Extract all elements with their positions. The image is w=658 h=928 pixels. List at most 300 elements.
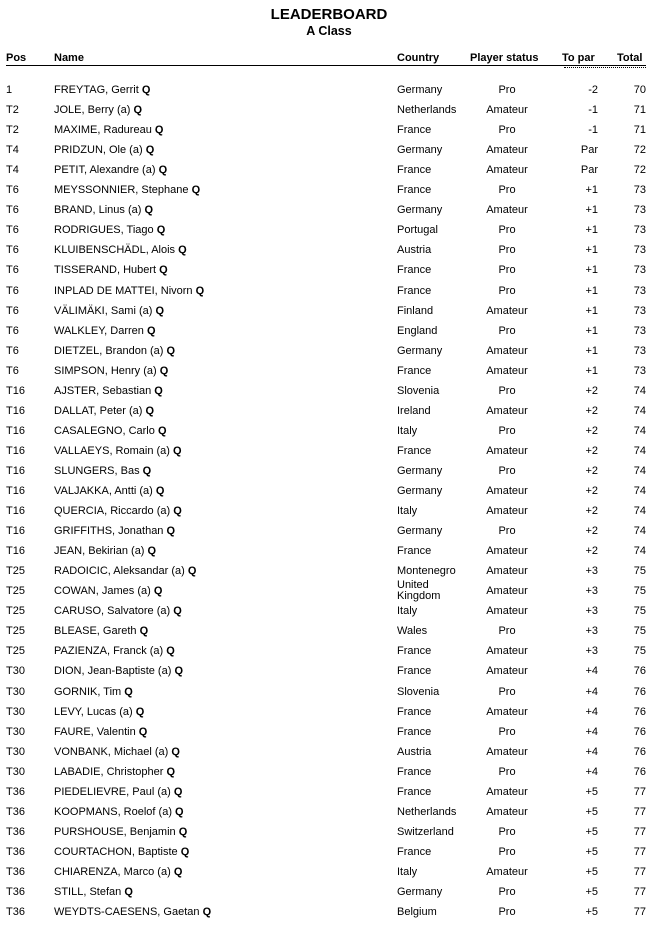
- position-cell: T30: [6, 765, 25, 778]
- player-name: VALLAEYS, Romain (a): [54, 444, 170, 457]
- player-status-cell: Amateur: [486, 785, 528, 798]
- player-name: STILL, Stefan: [54, 886, 122, 898]
- to-par-cell: Par: [580, 164, 598, 177]
- country-cell: Austria: [397, 745, 432, 758]
- to-par-cell: +4: [585, 725, 598, 738]
- qualified-marker: Q: [187, 565, 197, 578]
- name-cell: [54, 461, 151, 481]
- name-cell: [54, 521, 175, 541]
- player-name: VONBANK, Michael (a): [54, 745, 169, 758]
- table-row: [0, 240, 658, 260]
- player-name: COWAN, James (a): [54, 585, 151, 598]
- table-row: [0, 822, 658, 842]
- position-cell: T36: [6, 805, 25, 818]
- player-status-cell: Amateur: [486, 164, 528, 177]
- player-status-cell: Amateur: [486, 645, 528, 658]
- to-par-cell: +5: [585, 845, 598, 858]
- total-cell: 76: [633, 705, 646, 718]
- to-par-cell: +2: [585, 545, 598, 558]
- qualified-marker: Q: [155, 304, 165, 317]
- player-status-cell: Pro: [498, 424, 516, 437]
- total-cell: 77: [633, 886, 646, 898]
- to-par-cell: +5: [585, 805, 598, 818]
- country-cell: Italy: [397, 505, 418, 518]
- country-cell: France: [397, 124, 432, 137]
- table-row: [0, 802, 658, 822]
- qualified-marker: Q: [173, 605, 182, 618]
- column-header-player-status: Player status: [470, 52, 539, 64]
- qualified-marker: Q: [171, 745, 180, 758]
- qualified-marker: Q: [147, 545, 157, 558]
- name-cell: [54, 80, 150, 100]
- player-status-cell: Amateur: [486, 344, 528, 357]
- player-name: BRAND, Linus (a): [54, 204, 142, 217]
- to-par-cell: +1: [585, 344, 598, 357]
- page-subtitle: A Class: [306, 24, 352, 38]
- table-row: [0, 762, 658, 782]
- name-cell: [54, 501, 182, 521]
- total-cell: 77: [633, 906, 646, 919]
- country-cell: Germany: [397, 886, 443, 898]
- total-cell: 77: [633, 865, 646, 878]
- column-header-country: Country: [397, 52, 440, 64]
- player-name: LEVY, Lucas (a): [54, 705, 133, 718]
- to-par-cell: +5: [585, 906, 598, 919]
- total-cell: 73: [633, 304, 646, 317]
- table-row: [0, 421, 658, 441]
- qualified-marker: Q: [153, 585, 163, 598]
- name-cell: [54, 842, 189, 862]
- qualified-marker: Q: [178, 825, 188, 838]
- table-row: [0, 782, 658, 802]
- player-status-cell: Pro: [498, 384, 516, 397]
- table-row: [0, 882, 658, 902]
- qualified-marker: Q: [180, 845, 190, 858]
- player-status-cell: Amateur: [486, 865, 528, 878]
- player-status-cell: Pro: [498, 124, 516, 137]
- qualified-marker: Q: [166, 525, 176, 538]
- player-status-cell: Pro: [498, 625, 516, 638]
- qualified-marker: Q: [124, 886, 133, 898]
- to-par-cell: +1: [585, 244, 598, 257]
- player-status-cell: Amateur: [486, 444, 528, 457]
- player-status-cell: Pro: [498, 765, 516, 778]
- qualified-marker: Q: [178, 244, 187, 257]
- to-par-cell: +4: [585, 665, 598, 678]
- player-name: GRIFFITHS, Jonathan: [54, 525, 164, 538]
- table-row: [0, 180, 658, 200]
- table-row: [0, 100, 658, 120]
- table-row: [0, 501, 658, 521]
- name-cell: [54, 120, 163, 140]
- player-name: JEAN, Bekirian (a): [54, 545, 145, 558]
- position-cell: T6: [6, 304, 19, 317]
- player-name: PIEDELIEVRE, Paul (a): [54, 785, 171, 798]
- player-name: GORNIK, Tim: [54, 685, 122, 698]
- player-name: FREYTAG, Gerrit: [54, 84, 139, 96]
- country-cell: France: [397, 665, 432, 678]
- qualified-marker: Q: [159, 264, 168, 277]
- to-par-cell: +2: [585, 384, 598, 397]
- qualified-marker: Q: [159, 364, 169, 377]
- player-status-cell: Amateur: [486, 144, 528, 157]
- player-status-cell: Amateur: [486, 404, 528, 417]
- total-cell: 74: [633, 444, 646, 457]
- qualified-marker: Q: [135, 705, 145, 718]
- to-par-cell: +1: [585, 364, 598, 377]
- country-cell: France: [397, 184, 432, 197]
- to-par-cell: Par: [580, 144, 598, 157]
- name-cell: [54, 140, 154, 160]
- name-cell: [54, 722, 147, 742]
- country-cell: Slovenia: [397, 685, 440, 698]
- name-cell: [54, 702, 144, 722]
- player-name: CARUSO, Salvatore (a): [54, 605, 171, 618]
- to-par-cell: +4: [585, 685, 598, 698]
- total-cell: 74: [633, 485, 646, 497]
- player-status-cell: Amateur: [486, 104, 528, 117]
- player-status-cell: Pro: [498, 224, 516, 237]
- total-cell: 73: [633, 324, 646, 337]
- player-name: WEYDTS-CAESENS, Gaetan: [54, 906, 200, 919]
- position-cell: T30: [6, 725, 25, 738]
- table-row: [0, 601, 658, 621]
- position-cell: T36: [6, 906, 25, 919]
- qualified-marker: Q: [166, 765, 176, 778]
- position-cell: T16: [6, 485, 25, 497]
- name-cell: [54, 281, 204, 301]
- country-cell: France: [397, 264, 432, 277]
- total-cell: 74: [633, 545, 646, 558]
- total-cell: 74: [633, 384, 646, 397]
- name-cell: [54, 180, 200, 200]
- position-cell: T6: [6, 204, 19, 217]
- qualified-marker: Q: [173, 444, 182, 457]
- to-par-cell: +4: [585, 745, 598, 758]
- country-cell: France: [397, 765, 432, 778]
- country-cell: France: [397, 545, 432, 558]
- name-cell: [54, 862, 182, 882]
- position-cell: T30: [6, 745, 25, 758]
- table-row: [0, 140, 658, 160]
- player-name: DIETZEL, Brandon (a): [54, 344, 164, 357]
- name-cell: [54, 421, 167, 441]
- position-cell: T36: [6, 785, 25, 798]
- position-cell: T6: [6, 284, 19, 297]
- player-name: COURTACHON, Baptiste: [54, 845, 178, 858]
- table-row: [0, 621, 658, 641]
- total-cell: 72: [633, 144, 646, 157]
- total-cell: 76: [633, 765, 646, 778]
- table-row: [0, 160, 658, 180]
- qualified-marker: Q: [141, 84, 151, 96]
- player-status-cell: Amateur: [486, 585, 528, 598]
- country-cell: France: [397, 164, 432, 177]
- to-par-cell: +5: [585, 825, 598, 838]
- name-cell: [54, 441, 182, 461]
- player-name: CHIARENZA, Marco (a): [54, 865, 171, 878]
- qualified-marker: Q: [175, 805, 184, 818]
- name-cell: [54, 361, 168, 381]
- qualified-marker: Q: [154, 384, 163, 397]
- page-title: LEADERBOARD: [270, 6, 388, 23]
- total-cell: 75: [633, 585, 646, 598]
- to-par-cell: +3: [585, 605, 598, 618]
- player-name: QUERCIA, Riccardo (a): [54, 505, 171, 518]
- table-row: [0, 661, 658, 681]
- to-par-cell: +5: [585, 865, 598, 878]
- to-par-cell: +3: [585, 645, 598, 658]
- total-cell: 74: [633, 505, 646, 518]
- country-cell: France: [397, 705, 432, 718]
- player-status-cell: Amateur: [486, 745, 528, 758]
- total-cell: 76: [633, 745, 646, 758]
- total-cell: 76: [633, 725, 646, 738]
- name-cell: [54, 381, 163, 401]
- table-row: [0, 361, 658, 381]
- player-name: SLUNGERS, Bas: [54, 464, 140, 477]
- table-row: [0, 301, 658, 321]
- player-status-cell: Pro: [498, 525, 516, 538]
- player-status-cell: Pro: [498, 464, 516, 477]
- table-row: [0, 581, 658, 601]
- to-par-cell: +1: [585, 304, 598, 317]
- table-row: [0, 902, 658, 922]
- country-cell: Italy: [397, 424, 418, 437]
- name-cell: [54, 902, 211, 922]
- position-cell: T36: [6, 886, 25, 898]
- position-cell: T6: [6, 344, 19, 357]
- total-cell: 70: [633, 84, 646, 96]
- name-cell: [54, 160, 167, 180]
- qualified-marker: Q: [158, 164, 168, 177]
- country-cell: France: [397, 725, 432, 738]
- player-name: FAURE, Valentin: [54, 725, 136, 738]
- position-cell: T25: [6, 585, 25, 598]
- qualified-marker: Q: [145, 144, 155, 157]
- total-cell: 74: [633, 404, 646, 417]
- column-header-name: Name: [54, 52, 84, 64]
- total-cell: 75: [633, 625, 646, 638]
- qualified-marker: Q: [173, 505, 182, 518]
- name-cell: [54, 260, 168, 280]
- country-cell: Germany: [397, 525, 443, 538]
- name-cell: [54, 802, 184, 822]
- country-cell: France: [397, 364, 432, 377]
- name-cell: [54, 481, 164, 501]
- player-status-cell: Pro: [498, 725, 516, 738]
- table-row: [0, 641, 658, 661]
- player-name: MAXIME, Radureau: [54, 124, 152, 137]
- to-par-cell: +1: [585, 324, 598, 337]
- country-cell: Slovenia: [397, 384, 440, 397]
- position-cell: T6: [6, 184, 19, 197]
- country-cell: France: [397, 284, 432, 297]
- player-status-cell: Pro: [498, 284, 516, 297]
- position-cell: T25: [6, 645, 25, 658]
- total-cell: 75: [633, 605, 646, 618]
- table-row: [0, 722, 658, 742]
- name-cell: [54, 641, 175, 661]
- name-cell: [54, 541, 156, 561]
- country-cell: Germany: [397, 485, 443, 497]
- player-name: BLEASE, Gareth: [54, 625, 137, 638]
- position-cell: T16: [6, 444, 25, 457]
- to-par-cell: +2: [585, 424, 598, 437]
- player-status-cell: Amateur: [486, 545, 528, 558]
- total-cell: 71: [633, 124, 646, 137]
- qualified-marker: Q: [144, 204, 154, 217]
- qualified-marker: Q: [142, 464, 152, 477]
- to-par-cell: +2: [585, 525, 598, 538]
- player-status-cell: Pro: [498, 84, 516, 96]
- qualified-marker: Q: [166, 645, 175, 658]
- player-name: RADOICIC, Aleksandar (a): [54, 565, 185, 578]
- player-name: KLUIBENSCHÄDL, Alois: [54, 244, 176, 257]
- qualified-marker: Q: [139, 625, 149, 638]
- position-cell: 1: [6, 84, 13, 96]
- to-par-cell: +1: [585, 284, 598, 297]
- player-status-cell: Amateur: [486, 485, 528, 497]
- player-status-cell: Amateur: [486, 665, 528, 678]
- total-cell: 77: [633, 845, 646, 858]
- to-par-cell: +1: [585, 224, 598, 237]
- qualified-marker: Q: [191, 184, 201, 197]
- player-name: WALKLEY, Darren: [54, 324, 144, 337]
- table-row: [0, 120, 658, 140]
- column-header-to-par: To par: [562, 52, 595, 64]
- player-name: CASALEGNO, Carlo: [54, 424, 155, 437]
- total-cell: 75: [633, 565, 646, 578]
- qualified-marker: Q: [155, 485, 165, 497]
- total-cell: 75: [633, 645, 646, 658]
- column-header-total: Total: [617, 52, 643, 64]
- position-cell: T16: [6, 464, 25, 477]
- player-name: KOOPMANS, Roelof (a): [54, 805, 172, 818]
- name-cell: [54, 240, 187, 260]
- to-par-cell: +1: [585, 264, 598, 277]
- table-row: [0, 842, 658, 862]
- total-cell: 73: [633, 344, 646, 357]
- table-row: [0, 461, 658, 481]
- name-cell: [54, 822, 187, 842]
- country-cell: Wales: [397, 625, 428, 638]
- player-status-cell: Pro: [498, 244, 516, 257]
- player-status-cell: Amateur: [486, 805, 528, 818]
- qualified-marker: Q: [173, 865, 183, 878]
- player-name: PURSHOUSE, Benjamin: [54, 825, 176, 838]
- position-cell: T36: [6, 845, 25, 858]
- player-status-cell: Pro: [498, 886, 516, 898]
- to-par-cell: +2: [585, 404, 598, 417]
- to-par-cell: +2: [585, 444, 598, 457]
- to-par-cell: +3: [585, 565, 598, 578]
- player-status-cell: Pro: [498, 184, 516, 197]
- player-status-cell: Amateur: [486, 565, 528, 578]
- table-header: [0, 52, 658, 66]
- player-name: PAZIENZA, Franck (a): [54, 645, 164, 658]
- qualified-marker: Q: [195, 284, 205, 297]
- name-cell: [54, 301, 164, 321]
- total-cell: 74: [633, 424, 646, 437]
- country-cell: Italy: [397, 605, 418, 618]
- country-cell: Switzerland: [397, 825, 454, 838]
- country-cell: Germany: [397, 204, 443, 217]
- table-row: [0, 260, 658, 280]
- qualified-marker: Q: [174, 665, 183, 678]
- total-cell: 76: [633, 685, 646, 698]
- player-status-cell: Pro: [498, 825, 516, 838]
- position-cell: T2: [6, 124, 19, 137]
- to-par-cell: +3: [585, 625, 598, 638]
- position-cell: T6: [6, 364, 19, 377]
- player-name: TISSERAND, Hubert: [54, 264, 157, 277]
- player-name: PETIT, Alexandre (a): [54, 164, 156, 177]
- total-cell: 73: [633, 284, 646, 297]
- position-cell: T4: [6, 144, 19, 157]
- country-cell: Belgium: [397, 906, 437, 919]
- country-cell: Germany: [397, 464, 443, 477]
- qualified-marker: Q: [145, 404, 155, 417]
- name-cell: [54, 561, 196, 581]
- to-par-cell: +1: [585, 204, 598, 217]
- table-row: [0, 862, 658, 882]
- player-name: RODRIGUES, Tiago: [54, 224, 154, 237]
- header-rule: [6, 65, 646, 66]
- name-cell: [54, 661, 183, 681]
- total-cell: 73: [633, 364, 646, 377]
- player-status-cell: Pro: [498, 845, 516, 858]
- position-cell: T30: [6, 705, 25, 718]
- name-cell: [54, 742, 180, 762]
- country-cell: Netherlands: [397, 805, 457, 818]
- position-cell: T30: [6, 665, 25, 678]
- column-header-pos: Pos: [6, 52, 27, 64]
- country-cell: Italy: [397, 865, 418, 878]
- country-cell: Germany: [397, 144, 443, 157]
- table-row: [0, 481, 658, 501]
- qualified-marker: Q: [146, 324, 156, 337]
- qualified-marker: Q: [156, 224, 166, 237]
- total-cell: 77: [633, 805, 646, 818]
- to-par-cell: +2: [585, 505, 598, 518]
- country-cell: Finland: [397, 304, 434, 317]
- position-cell: T6: [6, 264, 19, 277]
- to-par-cell: +3: [585, 585, 598, 598]
- table-row: [0, 561, 658, 581]
- position-cell: T6: [6, 244, 19, 257]
- total-cell: 76: [633, 665, 646, 678]
- qualified-marker: Q: [173, 785, 183, 798]
- qualified-marker: Q: [157, 424, 167, 437]
- name-cell: [54, 682, 133, 702]
- player-name: SIMPSON, Henry (a): [54, 364, 157, 377]
- name-cell: [54, 762, 175, 782]
- to-par-cell: -2: [588, 84, 598, 96]
- country-cell: Austria: [397, 244, 432, 257]
- country-cell: Ireland: [397, 404, 431, 417]
- country-cell: United Kingdom: [397, 579, 441, 603]
- country-cell: France: [397, 785, 432, 798]
- qualified-marker: Q: [124, 685, 133, 698]
- total-cell: 74: [633, 525, 646, 538]
- table-row: [0, 401, 658, 421]
- position-cell: T16: [6, 424, 25, 437]
- table-row: [0, 541, 658, 561]
- qualified-marker: Q: [133, 104, 143, 117]
- name-cell: [54, 321, 156, 341]
- name-cell: [54, 200, 153, 220]
